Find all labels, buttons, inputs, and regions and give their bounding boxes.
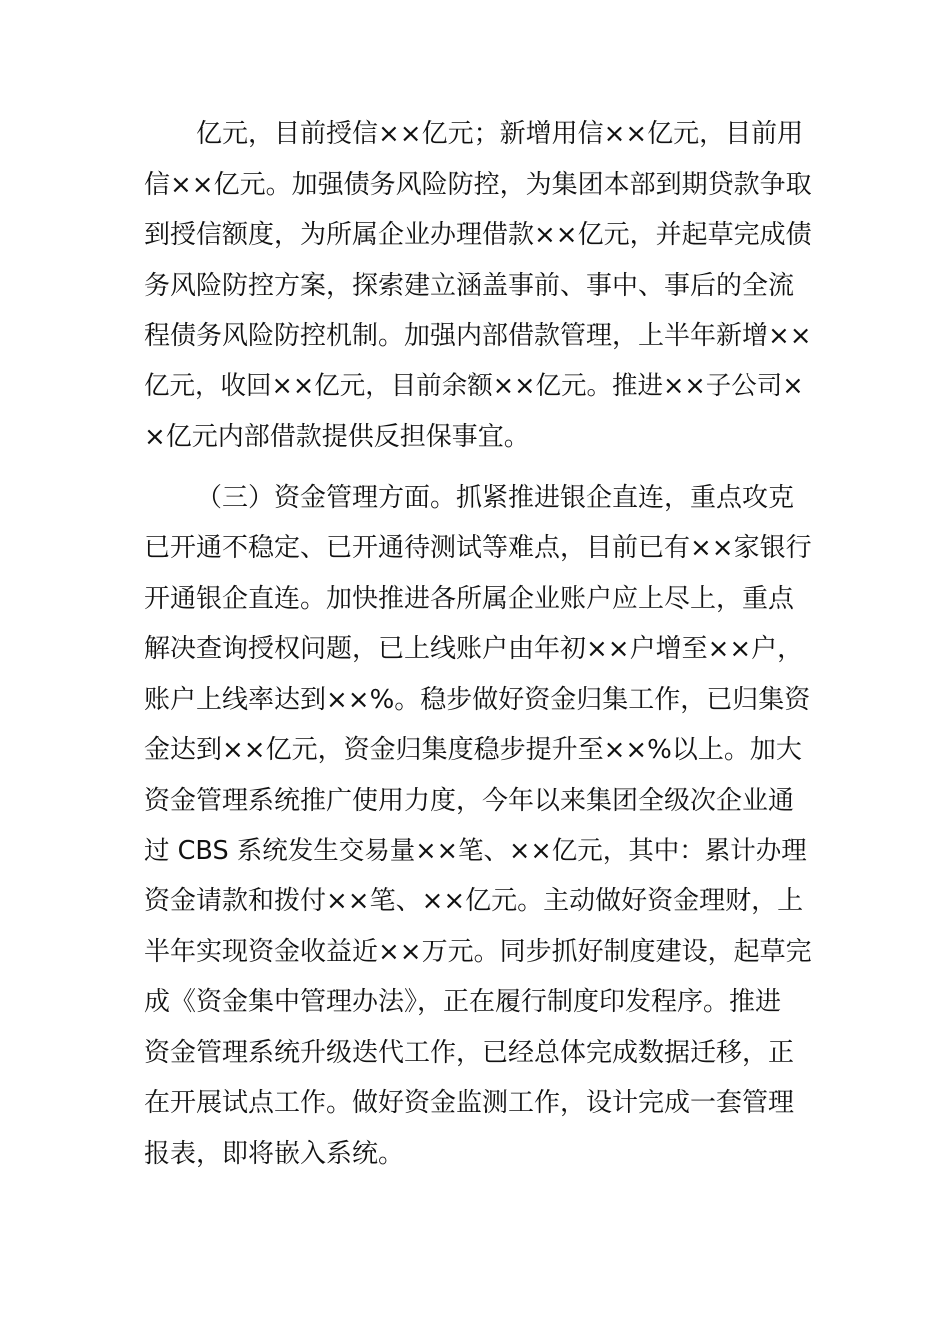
text-line: 亿元，目前授信××亿元；新增用信××亿元，目前用 <box>196 119 804 149</box>
text-line: 资金管理系统推广使用力度，今年以来集团全级次企业通 <box>144 786 795 816</box>
text-line: 半年实现资金收益近××万元。同步抓好制度建设，起草完 <box>144 937 812 967</box>
text-line: ×亿元内部借款提供反担保事宜。 <box>144 422 530 452</box>
text-line: 账户上线率达到××%。稳步做好资金归集工作，已归集资 <box>144 685 811 715</box>
text-line: 亿元，收回××亿元，目前余额××亿元。推进××子公司× <box>144 371 804 401</box>
text-line: 过 CBS 系统发生交易量××笔、××亿元，其中：累计办理 <box>144 836 807 866</box>
text-line: 金达到××亿元，资金归集度稳步提升至××%以上。加大 <box>144 735 802 765</box>
text-line: 成《资金集中管理办法》，正在履行制度印发程序。推进 <box>144 987 782 1017</box>
text-line: 资金管理系统升级迭代工作，已经总体完成数据迁移，正 <box>144 1038 795 1068</box>
section-heading-line: （三）资金管理方面。抓紧推进银企直连，重点攻克 <box>196 483 795 513</box>
text-line: 报表，即将嵌入系统。 <box>144 1139 405 1169</box>
text-line: 务风险防控方案，探索建立涵盖事前、事中、事后的全流 <box>144 271 795 301</box>
text-line: 到授信额度，为所属企业办理借款××亿元，并起草完成债 <box>144 220 812 250</box>
text-line: 资金请款和拨付××笔、××亿元。主动做好资金理财，上 <box>144 886 804 916</box>
text-line: 信××亿元。加强债务风险防控，为集团本部到期贷款争取 <box>144 170 812 200</box>
text-line: 在开展试点工作。做好资金监测工作，设计完成一套管理 <box>144 1088 795 1118</box>
text-line: 解决查询授权问题，已上线账户由年初××户增至××户， <box>144 634 804 664</box>
text-line: 程债务风险防控机制。加强内部借款管理，上半年新增×× <box>144 321 812 351</box>
text-line: 已开通不稳定、已开通待测试等难点，目前已有××家银行 <box>144 533 812 563</box>
text-line: 开通银企直连。加快推进各所属企业账户应上尽上，重点 <box>144 584 795 614</box>
